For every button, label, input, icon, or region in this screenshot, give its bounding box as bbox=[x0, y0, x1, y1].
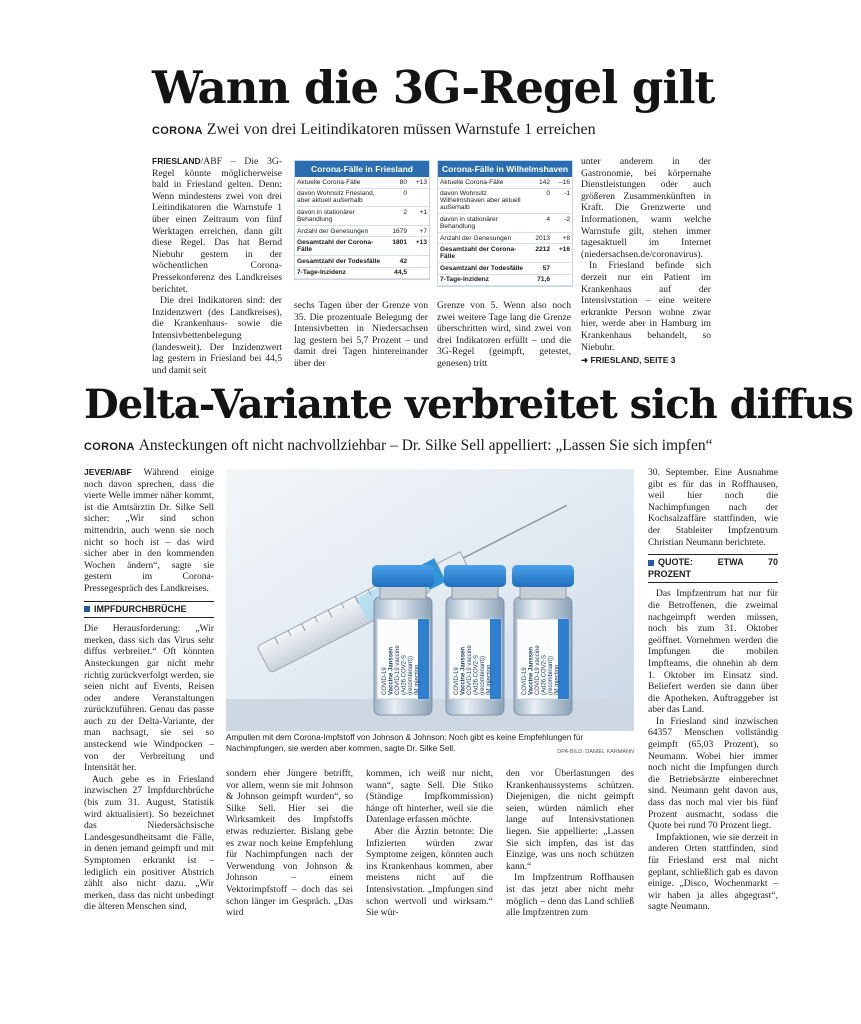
vial-label-line: COVID-19 vaccine bbox=[467, 645, 473, 695]
stats-delta: -1 bbox=[552, 188, 572, 214]
vial-label-line: (Ad26.COV2-S bbox=[401, 654, 408, 695]
stats-value: 80 bbox=[387, 177, 409, 188]
kicker-corona: CORONA bbox=[84, 441, 135, 453]
stats-label: Gesamtzahl der Corona-Fälle bbox=[438, 244, 530, 263]
vial-label-line: (recombinant)) bbox=[408, 655, 414, 695]
stats-label: Gesamtzahl der Todesfälle bbox=[438, 262, 530, 274]
subhead-delta: Ansteckungen oft nicht nachvollziehbar – Dr. Silke Sell appelliert: „Lassen Sie sich impfen“ bbox=[138, 437, 713, 454]
stats-delta bbox=[409, 267, 429, 279]
stats-delta: +8 bbox=[552, 232, 572, 244]
dateline-sep: /ABF – bbox=[200, 156, 236, 167]
paragraph: Das Impfzentrum hat nur für die Betroffenen, die zweimal nachgeimpft werden müssen, noch bis zum 31. Oktober geöffnet. Vornehmen werden die Impfungen die mobilen Impfteams, die ohnehin ab dem 1. Oktober im Einsatz sind. Beliefert werden sie dann über die Apotheken. Auftraggeber ist aber das Land. bbox=[648, 588, 778, 716]
stats-value: 42 bbox=[387, 255, 409, 267]
stats-table bbox=[438, 177, 572, 286]
paragraph: Grenze von 5. Wenn also noch zwei weitere Tage lang die Grenze überschritten wird, sind zwei von drei Indikatoren erfüllt – und die 3G-Regel (geimpft, getestet, genesen) tritt bbox=[437, 300, 571, 369]
vial-label-line: Vaccine Janssen bbox=[388, 646, 395, 695]
article2-column-2 bbox=[226, 768, 353, 919]
stats-value: 1801 bbox=[387, 237, 409, 256]
stats-value: 0 bbox=[530, 188, 552, 214]
stats-value: 4 bbox=[530, 214, 552, 233]
stats-row bbox=[295, 177, 429, 188]
cross-reference[interactable]: ➜ FRIESLAND, SEITE 3 bbox=[581, 355, 676, 366]
paragraph: den vor Überlastungen des Krankenhaussystems schützen. Diejenigen, die nicht geimpft seien, würden nämlich eher lange auf Intensivstationen liegen. Sie appellierte: „Lassen Sie sich impfen, das ist das Einzige, was uns noch schützen kann.“ bbox=[506, 768, 634, 872]
stats-row bbox=[438, 244, 572, 263]
stats-value: 2013 bbox=[530, 232, 552, 244]
caption-text: Ampullen mit dem Corona-Impfstoff von Johnson & Johnson: Noch gibt es keine Empfehlungen für Nachimpfungen, sie werden aber kommen, sagte Dr. Silke Sell. bbox=[226, 733, 584, 753]
vial-label-line: IM injection bbox=[554, 664, 561, 695]
dateline: FRIESLAND bbox=[152, 156, 201, 166]
box-title: Corona-Fälle in Friesland bbox=[295, 161, 429, 177]
vial-label-line: COVID-19 bbox=[454, 667, 460, 695]
stats-delta bbox=[409, 188, 429, 207]
paragraph: Aber die Ärztin betonte: Die Infizierten würden zwar Symptome zeigen, könnten auch ins Krankenhaus kommen, aber meistens nicht auf die Intensivstation. „Impfungen sind schon wertvoll und wirksam.“ Sie wür- bbox=[366, 825, 493, 919]
stats-delta bbox=[409, 255, 429, 267]
subhead-3g: Zwei von drei Leitindikatoren müssen Warnstufe 1 erreichen bbox=[206, 121, 596, 138]
stats-label: davon in stationärer Behandlung bbox=[438, 214, 530, 233]
stats-label: 7-Tage-Inzidenz bbox=[438, 274, 530, 286]
stats-value: 71,6 bbox=[530, 274, 552, 286]
paragraph: Im Impfzentrum Roffhausen ist das jetzt aber nicht mehr möglich – denn das Land schließ alle Impfzentren zum bbox=[506, 872, 634, 919]
stats-box-friesland bbox=[294, 160, 430, 280]
stats-label: Gesamtzahl der Todesfälle bbox=[295, 255, 387, 267]
stats-label: 7-Tage-Inzidenz bbox=[295, 267, 387, 279]
vial-label-line: IM injection bbox=[414, 664, 421, 695]
vial-label-line: Vaccine Janssen bbox=[528, 646, 535, 695]
vial bbox=[372, 565, 434, 715]
paragraph: Auch gebe es in Friesland inzwischen 27 Impfdurchbrüche (bis zum 31. August, Statistik wird aktualisiert). So bezeichnet das Niedersächsische Landesgesundheitsamt die Fälle, in denen jemand geimpft und mit Symptomen erkrankt ist – lediglich ein positiver Abstrich zählt also nicht dazu. „Wir merken, dass das nicht unbedingt die älteren Menschen sind, bbox=[84, 773, 214, 913]
paragraph: kommen, ich weiß nur nicht, wann“, sagte Sell. Die Stiko (Ständige Impfkommission) hänge oft hinterher, weil sie die Datenlage erfassen möchte. bbox=[366, 768, 493, 826]
stats-value: 142 bbox=[530, 177, 552, 188]
article2-column-3 bbox=[366, 768, 493, 919]
stats-label: davon Wohnsitz Wilhelmshaven aber aktuell außerhalb bbox=[438, 188, 530, 214]
stats-label: Aktuelle Corona-Fälle bbox=[295, 177, 387, 188]
stats-label: davon Wohnsitz Friesland, aber aktuell außerhalb bbox=[295, 188, 387, 207]
paragraph: Impfaktionen, wie sie derzeit in anderen Orten stattfinden, sind für Friesland erst mal nicht geplant, schließlich gab es davon einige. „Disco, Wochenmarkt – wir haben ja alles abgegrast“, sagte Neumann. bbox=[648, 831, 778, 913]
paragraph: In Friesland befinde sich derzeit nur ein Patient im Krankenhaus auf der Intensivstation – eine weitere erkrankte Person wohne zwar hier, werde aber in Hamburg im Krankenhaus behandelt, so Niebuhr. bbox=[581, 260, 711, 353]
vial-label-line: COVID-19 vaccine bbox=[535, 645, 541, 695]
headline-3g: Wann die 3G-Regel gilt bbox=[152, 61, 715, 114]
article2-column-5 bbox=[648, 467, 778, 913]
headline-delta: Delta-Variante verbreitet sich diffus bbox=[84, 381, 853, 428]
dateline-sep: /ABF bbox=[111, 467, 132, 477]
stats-row bbox=[438, 274, 572, 286]
stats-delta: +7 bbox=[409, 225, 429, 237]
article2-column-4 bbox=[506, 768, 634, 919]
stats-delta bbox=[552, 262, 572, 274]
paragraph: Die 3G-Regel könnte möglicherweise bald in Friesland gelten. Denn: Wenn mindestens zwei von drei Leitindikatoren die Warnstufe 1 über einen Zeitraum von fünf Werktagen erreichen, dann gilt diese Regel. Das hat Bernd Niebuhr gestern in der wöchentlichen Corona-Pressekonferenz des Landkreises berichtet. bbox=[152, 156, 283, 295]
paragraph: In Friesland sind inzwischen 64357 Menschen vollständig geimpft (65,03 Prozent), so Neumann. Wobei hier immer noch nicht die Impfungen durch die Betriebsärzte einberechnet sind. Neumann geht davon aus, dass das noch mal vier bis fünf Prozent ausmacht, sodass die Quote bei rund 70 Prozent liegt. bbox=[648, 715, 778, 832]
stats-value: 0 bbox=[387, 188, 409, 207]
vial-label-line: Vaccine Janssen bbox=[460, 646, 467, 695]
stats-row bbox=[295, 188, 429, 207]
stats-delta: +13 bbox=[409, 237, 429, 256]
vial bbox=[512, 565, 574, 715]
article2-column-1 bbox=[84, 467, 214, 913]
stats-row bbox=[438, 232, 572, 244]
stats-row bbox=[295, 255, 429, 267]
stats-value: 57 bbox=[530, 262, 552, 274]
paragraph: sondern eher Jüngere betrifft, vor allem, wenn sie mit Johnson & Johnson geimpft wurden“, so Silke Sell. Hier sei die Wirksamkeit des Impfstoffs etwas reduzierter. Bislang gebe es zwar noch keine Empfehlung für Nachimpfungen nach der Verwendung von Johnson & Johnson – einem Vektorimpfstoff – doch das sei schon länger im Gespräch. „Das wird bbox=[226, 768, 353, 919]
vial-label-line: COVID-19 vaccine bbox=[395, 645, 401, 695]
dateline: JEVER bbox=[84, 467, 112, 477]
article1-column-4 bbox=[581, 156, 711, 367]
photo-credit: DPA-BILD: DANIEL KARMANN bbox=[557, 748, 634, 755]
vial-label-line: (recombinant)) bbox=[480, 655, 486, 695]
stats-label: Gesamtzahl der Corona-Fälle bbox=[295, 237, 387, 256]
stats-label: Anzahl der Genesungen bbox=[295, 225, 387, 237]
stats-value: 1679 bbox=[387, 225, 409, 237]
stats-row bbox=[438, 188, 572, 214]
stats-label: Anzahl der Genesungen bbox=[438, 232, 530, 244]
stats-delta: +13 bbox=[409, 177, 429, 188]
stats-row bbox=[438, 177, 572, 188]
section-heading bbox=[84, 601, 214, 619]
paragraph: sechs Tagen über der Grenze von 35. Die prozentuale Belegung der Intensivbetten in Niedersachsen lag gestern bei 5,7 Prozent – und damit drei Tagen hintereinander über der bbox=[294, 300, 428, 369]
stats-delta bbox=[552, 274, 572, 286]
paragraph: Während einige noch davon sprechen, dass die vierte Welle immer näher kommt, ist die Amtsärztin Dr. Silke Sell sicher: „Wir sind schon mittendrin, auch wenn sie noch nicht so hoch ist – das wird sicher aber in den kommenden Wochen ändern“, sagte sie gestern im Corona-Pressegespräch des Landkreises. bbox=[84, 467, 214, 594]
box-title: Corona-Fälle in Wilhelmshaven bbox=[438, 161, 572, 177]
stats-row bbox=[295, 225, 429, 237]
stats-delta: -2 bbox=[552, 214, 572, 233]
section-heading-label: QUOTE: ETWA 70 PROZENT bbox=[648, 557, 778, 579]
article1-column-3 bbox=[437, 300, 571, 370]
article1-column-1 bbox=[152, 156, 282, 376]
article1-column-2 bbox=[294, 300, 428, 370]
vaccine-vials-illustration bbox=[226, 469, 634, 731]
vial-label-line: COVID-19 bbox=[382, 667, 388, 695]
stats-row bbox=[295, 207, 429, 226]
vial-label-line: (recombinant)) bbox=[548, 655, 554, 695]
stats-delta: +16 bbox=[552, 244, 572, 263]
section-heading bbox=[648, 554, 778, 583]
stats-row bbox=[438, 214, 572, 233]
subline-delta bbox=[84, 437, 712, 455]
square-bullet-icon bbox=[648, 560, 654, 566]
stats-row bbox=[295, 237, 429, 256]
stats-row bbox=[295, 267, 429, 279]
stats-box-wilhelmshaven bbox=[437, 160, 573, 287]
stats-delta: –16 bbox=[552, 177, 572, 188]
stats-value: 44,5 bbox=[387, 267, 409, 279]
stats-label: davon in stationärer Behandlung bbox=[295, 207, 387, 226]
paragraph: 30. September. Eine Ausnahme gibt es für das in Roffhausen, weil hier noch die Nachimpfungen nach der Kochsalzaffäre stattfinden, wie der Stableiter Impfzentrum Christian Neumann berichtete. bbox=[648, 467, 778, 548]
paragraph: Die Herausforderung: „Wir merken, dass sich das Virus sehr diffus verbreitet.“ Oft könnten Ansteckungen gar nicht mehr richtig zurückverfolgt werden, sie seien nicht auf Events, Reisen oder andere Veranstaltungen zurückzuführen. Genau das passe auch zu der Delta-Variante, der man nachsagt, sie sei so ansteckend wie Windpocken – von der Verbreitung und Intensität her. bbox=[84, 623, 214, 774]
stats-delta: +1 bbox=[409, 207, 429, 226]
stats-value: 2 bbox=[387, 207, 409, 226]
subline-3g bbox=[152, 121, 596, 139]
square-bullet-icon bbox=[84, 606, 90, 612]
stats-label: Aktuelle Corona-Fälle bbox=[438, 177, 530, 188]
vaccine-photo bbox=[226, 469, 634, 731]
kicker-corona: CORONA bbox=[152, 125, 203, 137]
section-heading-label: IMPFDURCHBRÜCHE bbox=[94, 603, 187, 614]
vial bbox=[444, 565, 506, 715]
stats-table bbox=[295, 177, 429, 279]
paragraph: unter anderem in der Gastronomie, bei körpernahe Dienstleistungen oder auch größeren Zusammenkünften in Kraft. Die Grenzwerte und Informationen, wann welche Warnstufe gilt, stehen immer tagesaktuell im Internet (niedersachsen.de/coronavirus). bbox=[581, 156, 711, 260]
cross-reference-label: FRIESLAND, SEITE 3 bbox=[590, 355, 676, 366]
stats-row bbox=[438, 262, 572, 274]
vial-label-line: (Ad26.COV2-S bbox=[473, 654, 480, 695]
paragraph: Die drei Indikatoren sind: der Inzidenzwert (des Landkreises), die Krankenhaus- sowie die Intensivbettenbelegung (landesweit). Der Inzidenzwert lag gestern in Friesland bei 44,5 und damit seit bbox=[152, 295, 282, 376]
vial-label-line: COVID-19 bbox=[522, 667, 528, 695]
vial-label-line: (Ad26.COV2-S bbox=[541, 654, 548, 695]
photo-caption bbox=[226, 733, 634, 757]
stats-value: 2212 bbox=[530, 244, 552, 263]
vial-label-line: IM injection bbox=[486, 664, 493, 695]
